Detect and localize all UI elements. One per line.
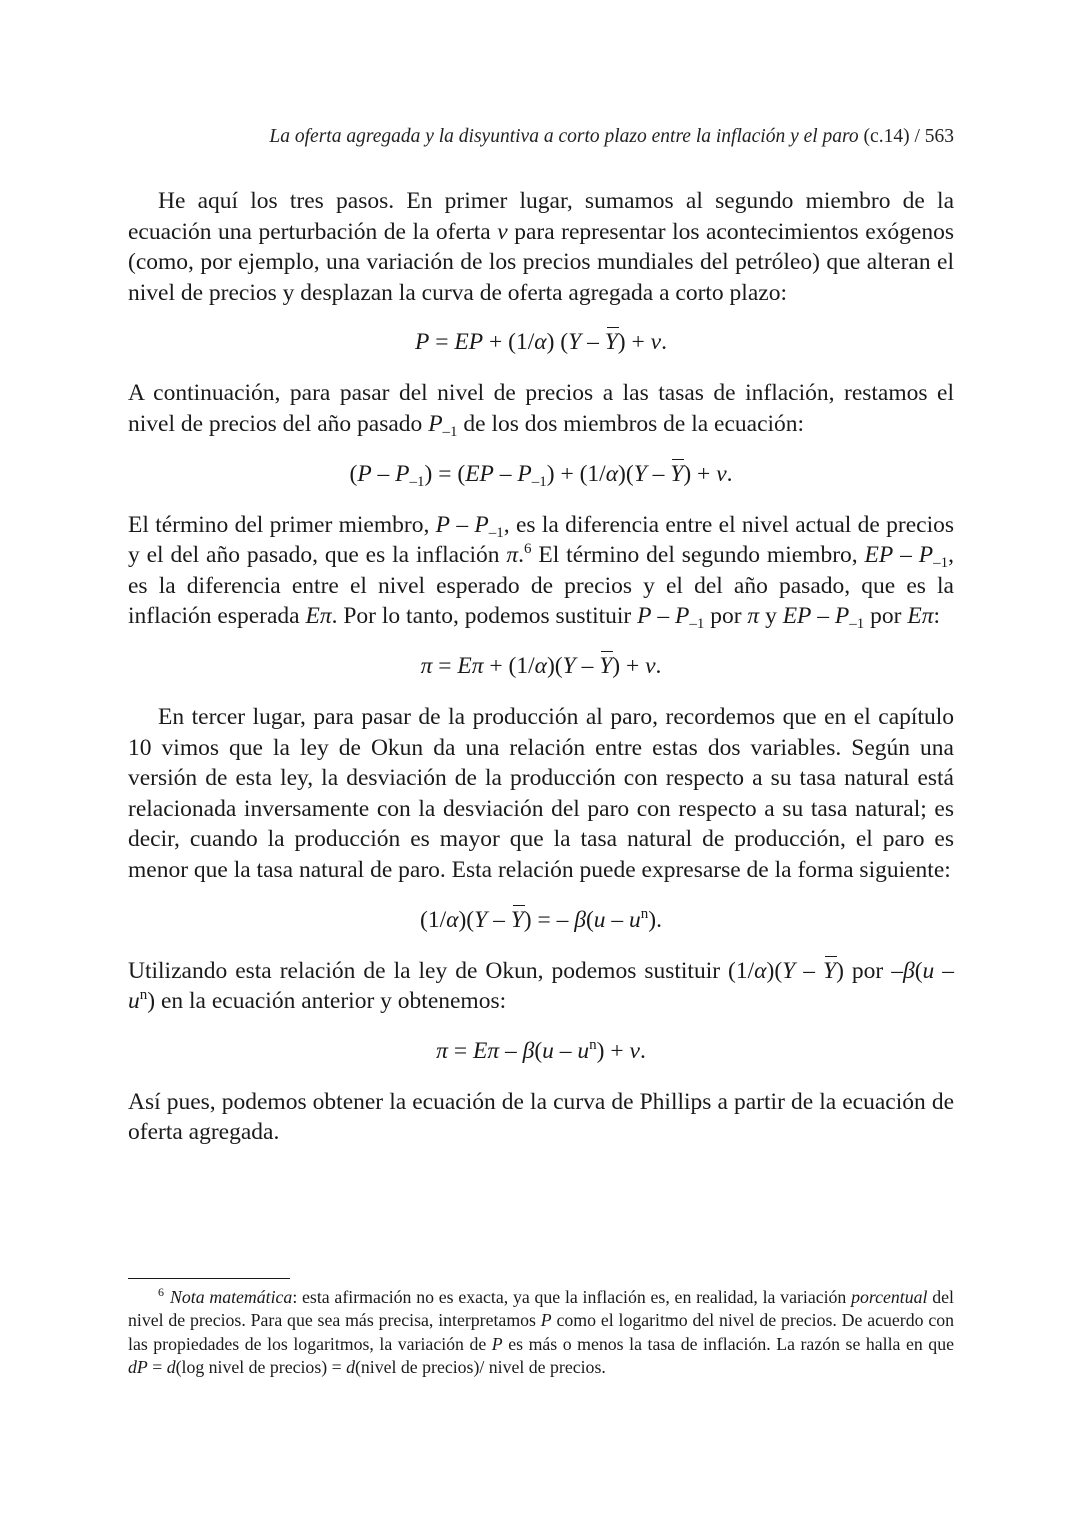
text-run: (log nivel de precios) = <box>175 1357 347 1378</box>
math-var: β <box>574 906 586 933</box>
paragraph-6: Así pues, podemos obtener la ecuación de la curva de Phillips a partir de la ecuación de oferta agregada. <box>128 1088 954 1146</box>
math-op: = <box>429 329 455 356</box>
math-superscript: n <box>139 987 148 1004</box>
math-var: u <box>128 988 140 1015</box>
math-var: u <box>922 957 935 984</box>
math-op: ) + <box>612 652 646 679</box>
math-var: P <box>357 460 372 487</box>
math-op: ) + <box>596 1037 630 1064</box>
math-var: Eπ <box>472 1037 500 1064</box>
math-var: u <box>629 906 641 933</box>
text-run: El término del segundo miembro, <box>531 542 865 569</box>
math-var: d <box>346 1357 355 1378</box>
math-op: – <box>575 652 600 679</box>
text-run: – <box>893 542 919 569</box>
text-run: – <box>934 957 955 984</box>
math-op: – <box>487 906 511 933</box>
math-op: ) + (1/ <box>546 460 606 487</box>
math-var: P <box>517 460 532 487</box>
running-head-separator: / <box>914 126 920 147</box>
math-var: v <box>629 1037 640 1064</box>
math-var: P <box>395 460 410 487</box>
math-var: v <box>645 652 656 679</box>
math-superscript: n <box>589 1036 597 1053</box>
math-op: ( <box>349 460 358 487</box>
math-subscript: –1 <box>531 473 547 490</box>
equation-5 <box>128 1036 954 1066</box>
page-number: 563 <box>924 126 954 147</box>
text-run: = <box>147 1357 167 1378</box>
paragraph-2 <box>128 378 954 439</box>
running-head <box>128 124 954 150</box>
running-head-chapter: (c.14) <box>863 126 910 147</box>
footnote-divider <box>128 1278 290 1279</box>
math-op: ( <box>534 1037 543 1064</box>
math-var: P <box>674 603 690 630</box>
text-run: por <box>704 603 748 630</box>
text-run: (nivel de precios)/ nivel de precios. <box>354 1357 606 1378</box>
math-var: u <box>577 1037 590 1064</box>
math-var-bar: Y <box>510 906 524 933</box>
text-run: – <box>811 603 835 630</box>
math-subscript: –1 <box>933 555 949 572</box>
equation-2 <box>128 459 954 489</box>
math-var: EP <box>864 542 894 569</box>
text-run: , es la diferencia entre el nivel actual de precios y el del año pasado, que es la inflación <box>128 511 955 569</box>
math-var: dP <box>128 1357 148 1378</box>
math-var: α <box>534 652 547 679</box>
paragraph-3 <box>128 510 954 632</box>
math-var: P <box>415 329 430 356</box>
footnote-number: 6 <box>158 1285 164 1299</box>
math-op: . <box>726 460 733 487</box>
equation-4 <box>128 905 954 935</box>
text-run: El término del primer miembro, <box>128 511 436 538</box>
math-op: )( <box>458 906 475 933</box>
math-op: – <box>553 1037 578 1064</box>
math-var: Y <box>782 957 796 984</box>
math-var: EP <box>465 460 494 487</box>
text-run: Utilizando esta relación de la ley de Okun, podemos sustituir (1/ <box>128 957 755 984</box>
footnote-6 <box>128 1286 954 1380</box>
text-run: ) en la ecuación anterior y obtenemos: <box>147 988 507 1015</box>
math-var: P <box>918 542 934 569</box>
text-run: – <box>795 957 823 984</box>
math-var: α <box>754 957 767 984</box>
text-run: para representar los acontecimientos exógenos (como, por ejemplo, una variación de los precios mundiales del petróleo) que alteran el nivel de precios y desplazan la curva de oferta agregada a corto plazo: <box>128 218 954 306</box>
math-op: – <box>493 460 518 487</box>
math-op: + (1/ <box>483 329 535 356</box>
math-subscript: –1 <box>849 616 865 633</box>
text-run: de los dos miembros de la ecuación: <box>457 410 805 437</box>
math-op: . <box>661 329 667 356</box>
text-run: . Por lo tanto, podemos sustituir <box>331 603 638 630</box>
math-op: – <box>605 906 630 933</box>
math-op: )( <box>546 652 563 679</box>
math-subscript: –1 <box>409 473 425 490</box>
text-run: He aquí los tres pasos. En primer lugar, sumamos al segundo miembro de la ecuación una perturbación de la oferta <box>128 188 954 245</box>
math-var: Y <box>562 652 576 679</box>
math-var-bar: Y <box>604 329 618 356</box>
math-op: ). <box>648 906 662 933</box>
math-subscript: –1 <box>442 423 458 440</box>
math-op: – <box>499 1037 523 1064</box>
body-text <box>128 186 954 1148</box>
math-var: π <box>506 542 519 569</box>
math-op: ) + <box>683 460 717 487</box>
math-var: P <box>428 410 443 437</box>
math-var: d <box>166 1357 176 1378</box>
math-var: β <box>902 957 915 984</box>
text-run: y <box>759 603 783 630</box>
running-head-title: La oferta agregada y la disyuntiva a corto plazo entre la inflación y el paro <box>269 126 859 147</box>
text-run: – <box>450 511 475 538</box>
footnote-label: Nota matemática <box>170 1287 293 1307</box>
math-var: P <box>540 1310 552 1331</box>
text-run: ( <box>914 957 923 984</box>
math-var: α <box>446 906 459 933</box>
math-var: v <box>650 329 662 356</box>
text-run: . <box>518 542 525 569</box>
math-var: EP <box>454 329 484 356</box>
emphasis: porcentual <box>851 1287 928 1307</box>
math-var: v <box>497 218 508 245</box>
math-var: Y <box>633 460 647 487</box>
text-run: A continuación, para pasar del nivel de precios a las tasas de inflación, restamos el nivel de precios del año pasado <box>128 380 954 437</box>
text-run: del nivel de precios. Para que sea más precisa, interpretamos <box>128 1287 954 1331</box>
text-run: )( <box>766 957 783 984</box>
math-var: π <box>436 1037 448 1064</box>
text-run: : esta afirmación no es exacta, ya que la inflación es, en realidad, la variación <box>292 1287 852 1307</box>
math-var: π <box>420 652 433 679</box>
math-var: β <box>522 1037 535 1064</box>
math-var: P <box>637 603 652 630</box>
math-var: Eπ <box>907 603 934 630</box>
math-op: (1/ <box>420 906 447 933</box>
text-run: – <box>651 603 675 630</box>
footnote-reference[interactable]: 6 <box>524 541 532 558</box>
math-var: Eπ <box>305 603 332 630</box>
math-var: α <box>605 460 619 487</box>
equation-1 <box>128 327 954 357</box>
math-var: Y <box>474 906 488 933</box>
text-run: , es la diferencia entre el nivel esperado de precios y el del año pasado, que es la inflación esperada <box>128 542 954 630</box>
math-op: ( <box>585 906 594 933</box>
math-var: Eπ <box>457 652 484 679</box>
math-op: )( <box>618 460 634 487</box>
math-var: u <box>593 906 606 933</box>
math-var: u <box>542 1037 554 1064</box>
paragraph-4: En tercer lugar, para pasar de la producción al paro, recordemos que en el capítulo 10 vimos que la ley de Okun da una relación entre estas dos variables. Según una versión de esta ley, la desviación de la producción con respecto a su tasa natural está relacionada inversamente con la desviación del paro con respecto a su tasa natural; es decir, cuando la producción es mayor que la tasa natural de producción, el paro es menor que la tasa natural de paro. Esta relación puede expresarse de la forma siguiente: <box>128 703 954 883</box>
math-var: π <box>747 603 760 630</box>
math-var: P <box>491 1333 503 1354</box>
math-var: P <box>474 511 489 538</box>
math-op: = <box>432 652 458 679</box>
math-superscript: n <box>640 905 649 922</box>
math-op: . <box>655 652 662 679</box>
math-op: – <box>371 460 396 487</box>
math-op: + (1/ <box>483 652 535 679</box>
math-var-bar: Y <box>599 652 613 679</box>
text-run: por <box>864 603 908 630</box>
paragraph-5 <box>128 956 954 1017</box>
text-run: : <box>933 603 941 630</box>
text-run: es más o menos la tasa de inflación. La razón se halla en que <box>502 1333 954 1354</box>
math-var-bar: Y <box>670 460 684 487</box>
text-run: ) por – <box>836 957 903 984</box>
math-var: P <box>834 603 850 630</box>
math-var: α <box>534 329 547 356</box>
math-op: ) + <box>617 329 651 356</box>
math-subscript: –1 <box>689 616 705 633</box>
math-var: P <box>435 511 450 538</box>
math-var: v <box>716 460 727 487</box>
math-op: . <box>639 1037 646 1064</box>
math-subscript: –1 <box>488 524 504 541</box>
math-op: ) ( <box>546 329 569 356</box>
math-op: – <box>581 329 605 356</box>
math-var: EP <box>782 603 812 630</box>
math-op: ) = – <box>523 906 575 933</box>
math-var: Y <box>568 329 582 356</box>
text-run: como el logaritmo del nivel de precios. De acuerdo con las propiedades de los logaritmos, la variación de <box>128 1310 954 1354</box>
equation-3 <box>128 651 954 681</box>
math-var-bar: Y <box>823 956 836 987</box>
math-op: = <box>447 1037 473 1064</box>
math-op: – <box>646 460 671 487</box>
math-op: ) = ( <box>424 460 466 487</box>
paragraph-1 <box>128 186 954 308</box>
